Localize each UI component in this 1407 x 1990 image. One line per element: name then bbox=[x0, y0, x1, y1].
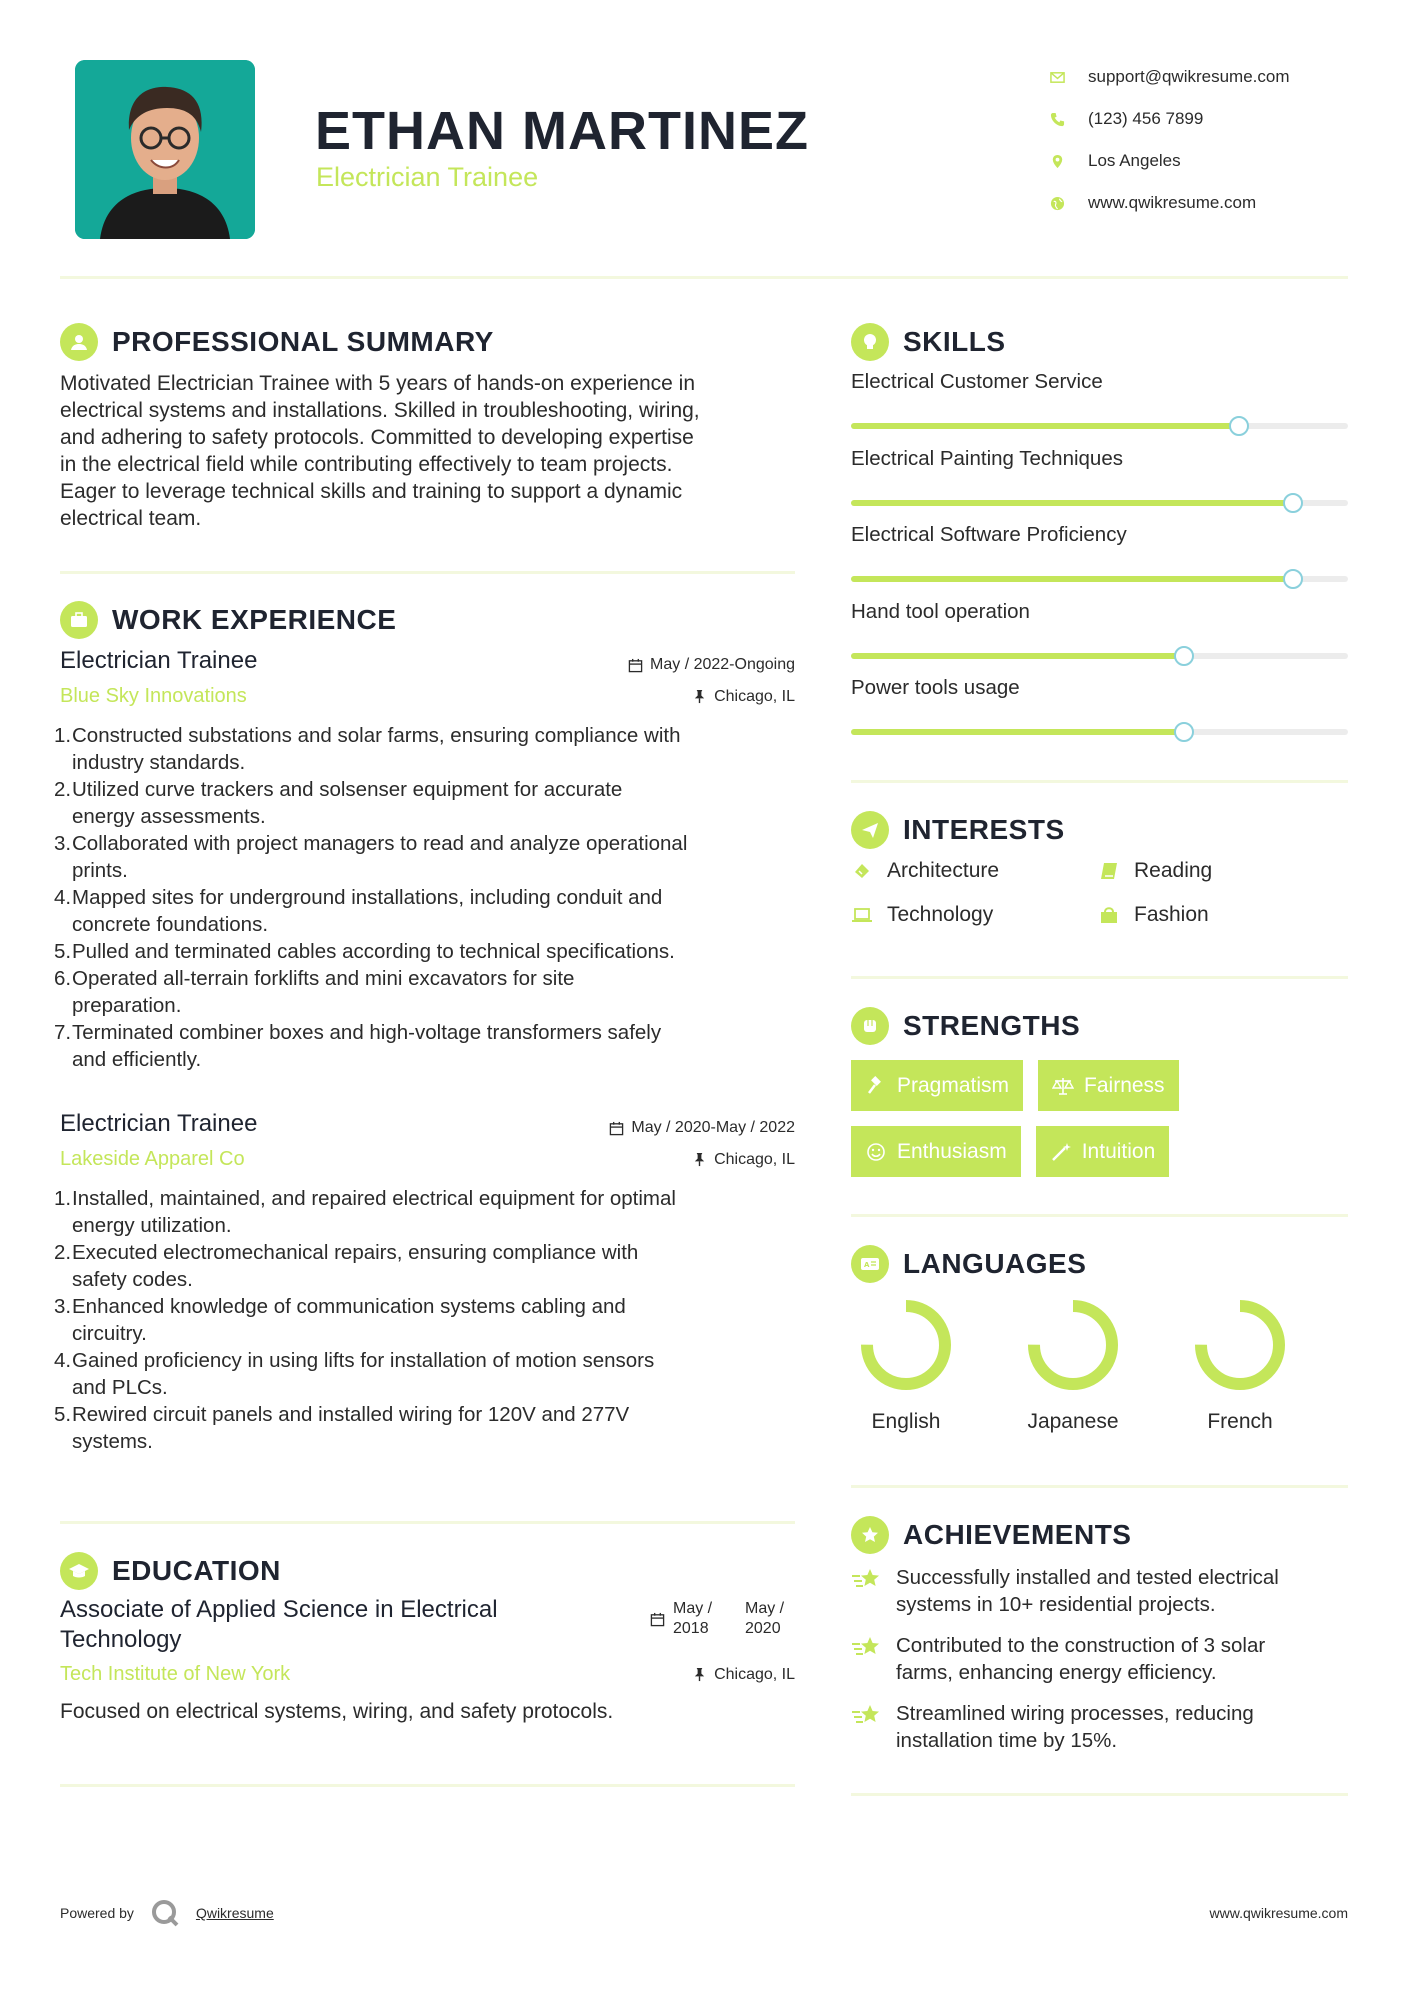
gavel-icon bbox=[865, 1075, 887, 1097]
job-role: Electrician Trainee bbox=[60, 1110, 258, 1137]
skill-item: Electrical Software Proficiency bbox=[851, 523, 1348, 600]
list-item: 5. Pulled and terminated cables according to technical specifications. bbox=[54, 940, 675, 963]
job-date: May / 2020-May / 2022 bbox=[609, 1116, 795, 1140]
shooting-star-icon bbox=[851, 1634, 883, 1660]
education-entry bbox=[60, 1595, 795, 1724]
skills-list bbox=[851, 370, 1348, 753]
skill-knob bbox=[1174, 646, 1194, 666]
bag-icon bbox=[1098, 904, 1120, 926]
list-item: 7. Terminated combiner boxes and high-voltage transformers safely and efficiently. bbox=[54, 1021, 662, 1071]
list-item: 2. Executed electromechanical repairs, ensuring compliance with safety codes. bbox=[54, 1241, 639, 1291]
brand-link[interactable]: Qwikresume bbox=[195, 1905, 274, 1921]
achievements-divider bbox=[851, 1793, 1348, 1796]
summary-divider bbox=[60, 571, 795, 574]
fist-icon bbox=[859, 1015, 881, 1037]
job-entry bbox=[54, 647, 795, 1073]
job-location: Chicago, IL bbox=[692, 688, 795, 706]
list-item: 5. Rewired circuit panels and installed wiring for 120V and 277V systems. bbox=[54, 1403, 630, 1453]
achievement-item: Contributed to the construction of 3 solar farms, enhancing energy efficiency. bbox=[851, 1632, 1348, 1686]
skill-fill bbox=[851, 500, 1293, 506]
contact-website[interactable] bbox=[1050, 182, 1380, 224]
smile-icon bbox=[865, 1141, 887, 1163]
list-item: 4. Mapped sites for underground installations, including conduit and concrete foundations. bbox=[54, 886, 663, 936]
contact-phone-text: (123) 456 7899 bbox=[1088, 109, 1204, 128]
skill-knob bbox=[1283, 493, 1303, 513]
skills-divider bbox=[851, 780, 1348, 783]
list-item: 3. Enhanced knowledge of communication systems cabling and circuitry. bbox=[54, 1295, 626, 1345]
user-icon bbox=[68, 331, 90, 353]
languages-heading: A LANGUAGES bbox=[851, 1245, 1086, 1283]
language-ring-arc bbox=[1201, 1306, 1279, 1384]
interests-heading: INTERESTS bbox=[851, 811, 1065, 849]
language-item: Japanese bbox=[1018, 1298, 1185, 1434]
globe-icon bbox=[1050, 196, 1065, 211]
contact-email-text: support@qwikresume.com bbox=[1088, 67, 1290, 86]
skill-bar bbox=[851, 729, 1348, 735]
interest-item: Architecture bbox=[851, 858, 1098, 884]
strength-badge: Enthusiasm bbox=[851, 1126, 1021, 1177]
skill-item: Power tools usage bbox=[851, 676, 1348, 753]
language-progress-ring bbox=[859, 1298, 953, 1392]
book-icon bbox=[1098, 860, 1120, 882]
language-ring-arc bbox=[1034, 1306, 1112, 1384]
summary-text: Motivated Electrician Trainee with 5 years of hands-on experience in electrical systems and installations. Skilled in troubleshooting, wiring, and adhering to safety protocols. Committed to developing expertise in the electrical field while contributing effectively to team projects. Eager to leverage technical skills and training to support a dynamic electrical team. bbox=[60, 372, 700, 530]
language-item: French bbox=[1185, 1298, 1352, 1434]
skill-bar bbox=[851, 423, 1348, 429]
pushpin-icon bbox=[692, 1152, 707, 1167]
list-item: 1. Installed, maintained, and repaired electrical equipment for optimal energy utilization. bbox=[54, 1187, 676, 1237]
language-icon bbox=[859, 1253, 881, 1275]
list-item: 2. Utilized curve trackers and solsenser equipment for accurate energy assessments. bbox=[54, 778, 623, 828]
list-item: 6. Operated all-terrain forklifts and mini excavators for site preparation. bbox=[54, 967, 575, 1017]
graduation-icon bbox=[68, 1560, 90, 1582]
paper-plane-icon bbox=[859, 819, 881, 841]
star-badge-icon bbox=[859, 1524, 881, 1546]
list-item: 1. Constructed substations and solar farms, ensuring compliance with industry standards. bbox=[54, 724, 681, 774]
phone-icon bbox=[1050, 112, 1065, 127]
compass-icon bbox=[851, 860, 873, 882]
summary-heading: PROFESSIONAL SUMMARY bbox=[60, 323, 494, 361]
achievements-list bbox=[851, 1564, 1348, 1768]
powered-by: Powered by Qwikresume bbox=[60, 1898, 274, 1928]
strengths-heading: STRENGTHS bbox=[851, 1007, 1080, 1045]
calendar-icon bbox=[628, 658, 643, 673]
skill-fill bbox=[851, 653, 1184, 659]
school-name: Tech Institute of New York bbox=[60, 1663, 291, 1685]
qwikresume-logo-icon bbox=[150, 1898, 180, 1928]
envelope-icon bbox=[1050, 70, 1065, 85]
interest-item: Reading bbox=[1098, 858, 1348, 884]
skill-knob bbox=[1229, 416, 1249, 436]
pushpin-icon bbox=[692, 689, 707, 704]
shooting-star-icon bbox=[851, 1566, 883, 1592]
language-item: English bbox=[851, 1298, 1018, 1434]
list-item: 3. Collaborated with project managers to read and analyze operational prints. bbox=[54, 832, 688, 882]
education-description: Focused on electrical systems, wiring, and safety protocols. bbox=[60, 1700, 614, 1723]
contact-website-text: www.qwikresume.com bbox=[1088, 193, 1257, 212]
skill-item: Electrical Customer Service bbox=[851, 370, 1348, 447]
strength-badge: Fairness bbox=[1038, 1060, 1179, 1111]
footer-website[interactable]: www.qwikresume.com bbox=[1209, 1905, 1348, 1921]
header-divider bbox=[60, 276, 1348, 279]
strengths-divider bbox=[851, 1214, 1348, 1217]
skills-heading: SKILLS bbox=[851, 323, 1006, 361]
experience-heading: WORK EXPERIENCE bbox=[60, 601, 396, 639]
achievement-item: Successfully installed and tested electrical systems in 10+ residential projects. bbox=[851, 1564, 1348, 1618]
company-name: Blue Sky Innovations bbox=[60, 685, 247, 707]
contact-list bbox=[1050, 56, 1380, 224]
candidate-name: ETHAN MARTINEZ bbox=[315, 101, 809, 161]
skill-item: Hand tool operation bbox=[851, 600, 1348, 677]
skill-bar bbox=[851, 653, 1348, 659]
interest-item: Technology bbox=[851, 902, 1098, 928]
scales-icon bbox=[1052, 1075, 1074, 1097]
footer bbox=[60, 1898, 1348, 1928]
language-progress-ring bbox=[1026, 1298, 1120, 1392]
laptop-icon bbox=[851, 904, 873, 926]
job-date: May / 2022-Ongoing bbox=[628, 653, 795, 677]
experience-divider bbox=[60, 1521, 795, 1524]
shooting-star-icon bbox=[851, 1702, 883, 1728]
education-divider bbox=[60, 1784, 795, 1787]
job-entry bbox=[54, 1110, 795, 1455]
strength-badge: Pragmatism bbox=[851, 1060, 1023, 1111]
skill-knob bbox=[1174, 722, 1194, 742]
job-bullets bbox=[54, 722, 795, 1073]
lightbulb-icon bbox=[859, 331, 881, 353]
contact-phone[interactable] bbox=[1050, 98, 1380, 140]
skill-fill bbox=[851, 576, 1293, 582]
svg-text:A: A bbox=[864, 1261, 870, 1269]
wand-icon bbox=[1050, 1141, 1072, 1163]
skill-bar bbox=[851, 500, 1348, 506]
skill-bar bbox=[851, 576, 1348, 582]
skill-item: Electrical Painting Techniques bbox=[851, 447, 1348, 524]
profile-photo bbox=[75, 60, 255, 239]
briefcase-icon bbox=[68, 609, 90, 631]
languages-list bbox=[851, 1298, 1352, 1434]
strength-badge: Intuition bbox=[1036, 1126, 1170, 1177]
achievements-heading: ACHIEVEMENTS bbox=[851, 1516, 1131, 1554]
interest-item: Fashion bbox=[1098, 902, 1348, 928]
job-bullets bbox=[54, 1185, 795, 1455]
education-location: Chicago, IL bbox=[692, 1666, 795, 1684]
contact-location bbox=[1050, 140, 1380, 182]
languages-divider bbox=[851, 1485, 1348, 1488]
education-heading: EDUCATION bbox=[60, 1552, 281, 1590]
language-ring-arc bbox=[867, 1306, 945, 1384]
map-pin-icon bbox=[1050, 154, 1065, 169]
skill-fill bbox=[851, 729, 1184, 735]
education-date: May / 2018 May / 2020 bbox=[650, 1599, 795, 1639]
skill-fill bbox=[851, 423, 1239, 429]
strengths-list bbox=[851, 1060, 1348, 1192]
contact-location-text: Los Angeles bbox=[1088, 151, 1181, 170]
calendar-icon bbox=[650, 1612, 665, 1627]
language-progress-ring bbox=[1193, 1298, 1287, 1392]
job-role: Electrician Trainee bbox=[60, 647, 258, 674]
candidate-title: Electrician Trainee bbox=[316, 162, 539, 192]
list-item: 4. Gained proficiency in using lifts for installation of motion sensors and PLCs. bbox=[54, 1349, 655, 1399]
interests-divider bbox=[851, 976, 1348, 979]
contact-email[interactable] bbox=[1050, 56, 1380, 98]
skill-knob bbox=[1283, 569, 1303, 589]
pushpin-icon bbox=[692, 1667, 707, 1682]
degree-name: Associate of Applied Science in Electrical Technology bbox=[60, 1596, 498, 1653]
calendar-icon bbox=[609, 1121, 624, 1136]
job-location: Chicago, IL bbox=[692, 1151, 795, 1169]
achievement-item: Streamlined wiring processes, reducing installation time by 15%. bbox=[851, 1700, 1348, 1754]
company-name: Lakeside Apparel Co bbox=[60, 1148, 245, 1170]
interests-list bbox=[851, 858, 1348, 928]
